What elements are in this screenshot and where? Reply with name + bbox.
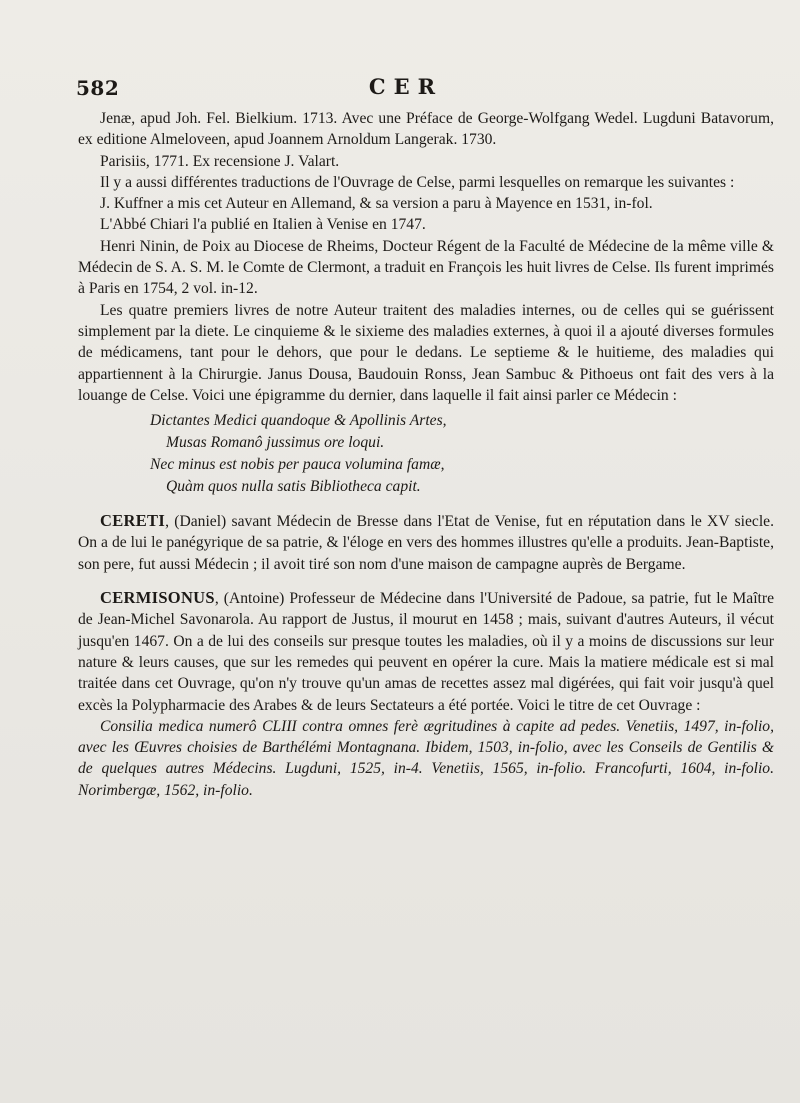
epigram-line: Quàm quos nulla satis Bibliotheca capit.	[166, 478, 421, 496]
translation-kuffner: J. Kuffner a mis cet Auteur en Allemand, & sa version a paru à Mayence en 1531, in-fol.	[100, 195, 653, 213]
entry-body: , (Antoine) Professeur de Médecine dans l'Université de Padoue, sa patrie, fut le Maître de Jean-Michel Savonarola. Au rapport de Justus, il mourut en 1458 ; mais, suivant d'autres Auteurs, il vécut jusqu'en 1467. On a de lui des conseils sur presque toutes les maladies, où il y a moins de discussions sur leur nature & leurs causes, que sur les remedes qui peuvent en opérer la cure. Mais la matiere médicale est si mal traitée dans cet Ouvrage, qu'on n'y trouve qu'un amas de recettes assez mal digérées, qui fait voir jusqu'à quel excès la Polypharmacie des Arabes & de leurs Sectateurs a été portée. Voici le titre de cet Ouvrage :	[78, 590, 774, 714]
entry-headword: CERMISONUS	[100, 588, 215, 608]
page-number: 582	[76, 76, 120, 100]
work-titles-list: Consilia medica numerô CLIII contra omnes ferè ægritudines à capite ad pedes. Venetiis, 1497, in-folio, avec les Œuvres choisies de Barthélémi Montagnana. Ibidem, 1503, in-folio, avec les Conseils de Gentilis & de quelques autres Médecins. Lugduni, 1525, in-4. Venetiis, 1565, in-folio. Francofurti, 1604, in-folio. Norimbergæ, 1562, in-folio.	[78, 717, 774, 799]
bibliography-paragraph-2: Parisiis, 1771. Ex recensione J. Valart.	[100, 152, 340, 170]
epigram-line: Nec minus est nobis per pauca volumina famæ,	[150, 456, 445, 474]
entry-cereti	[78, 510, 774, 575]
text-column	[78, 108, 774, 801]
page-header	[76, 72, 736, 102]
running-head: CER	[368, 74, 444, 99]
entry-cermisonus	[78, 587, 774, 716]
entry-body: , (Daniel) savant Médecin de Bresse dans l'Etat de Venise, fut en réputation dans le XV siecle. On a de lui le panégyrique de sa patrie, & l'éloge en vers des hommes illustres qu'elle a produits. Jean-Baptiste, son pere, fut aussi Médecin ; il avoit tiré son nom d'une maison de campagne auprès de Bergame.	[78, 513, 774, 573]
epigram-line: Musas Romanô jussimus ore loqui.	[166, 434, 385, 452]
entry-headword: CERETI	[100, 511, 166, 531]
bibliography-paragraph-1: Jenæ, apud Joh. Fel. Bielkium. 1713. Avec une Préface de George-Wolfgang Wedel. Lugduni Batavorum, ex editione Almeloveen, apud Joannem Arnoldum Langerak. 1730.	[78, 110, 774, 149]
celse-summary-paragraph: Les quatre premiers livres de notre Auteur traitent des maladies internes, ou de celles qui se guérissent simplement par la diete. Le cinquieme & le sixieme des maladies externes, à quoi il a ajouté diverses formules de médicamens, tant pour le dehors, que pour le dedans. Le septieme & le huitieme, des maladies qui appartiennent à la Chirurgie. Janus Dousa, Baudouin Ronss, Jean Sambuc & Pithoeus ont fait des vers à la louange de Celse. Voici une épigramme du dernier, dans laquelle il fait ainsi parler ce Médecin :	[78, 301, 774, 404]
translation-chiari: L'Abbé Chiari l'a publié en Italien à Venise en 1747.	[100, 216, 426, 234]
epigram-line: Dictantes Medici quandoque & Apollinis Artes,	[150, 412, 447, 430]
translations-intro: Il y a aussi différentes traductions de l'Ouvrage de Celse, parmi lesquelles on remarque les suivantes :	[100, 173, 735, 191]
translation-ninin: Henri Ninin, de Poix au Diocese de Rheims, Docteur Régent de la Faculté de Médecine de la même ville & Médecin de S. A. S. M. le Comte de Clermont, a traduit en François les huit livres de Celse. Ils furent imprimés à Paris en 1754, 2 vol. in-12.	[78, 237, 774, 298]
epigram	[150, 410, 774, 498]
